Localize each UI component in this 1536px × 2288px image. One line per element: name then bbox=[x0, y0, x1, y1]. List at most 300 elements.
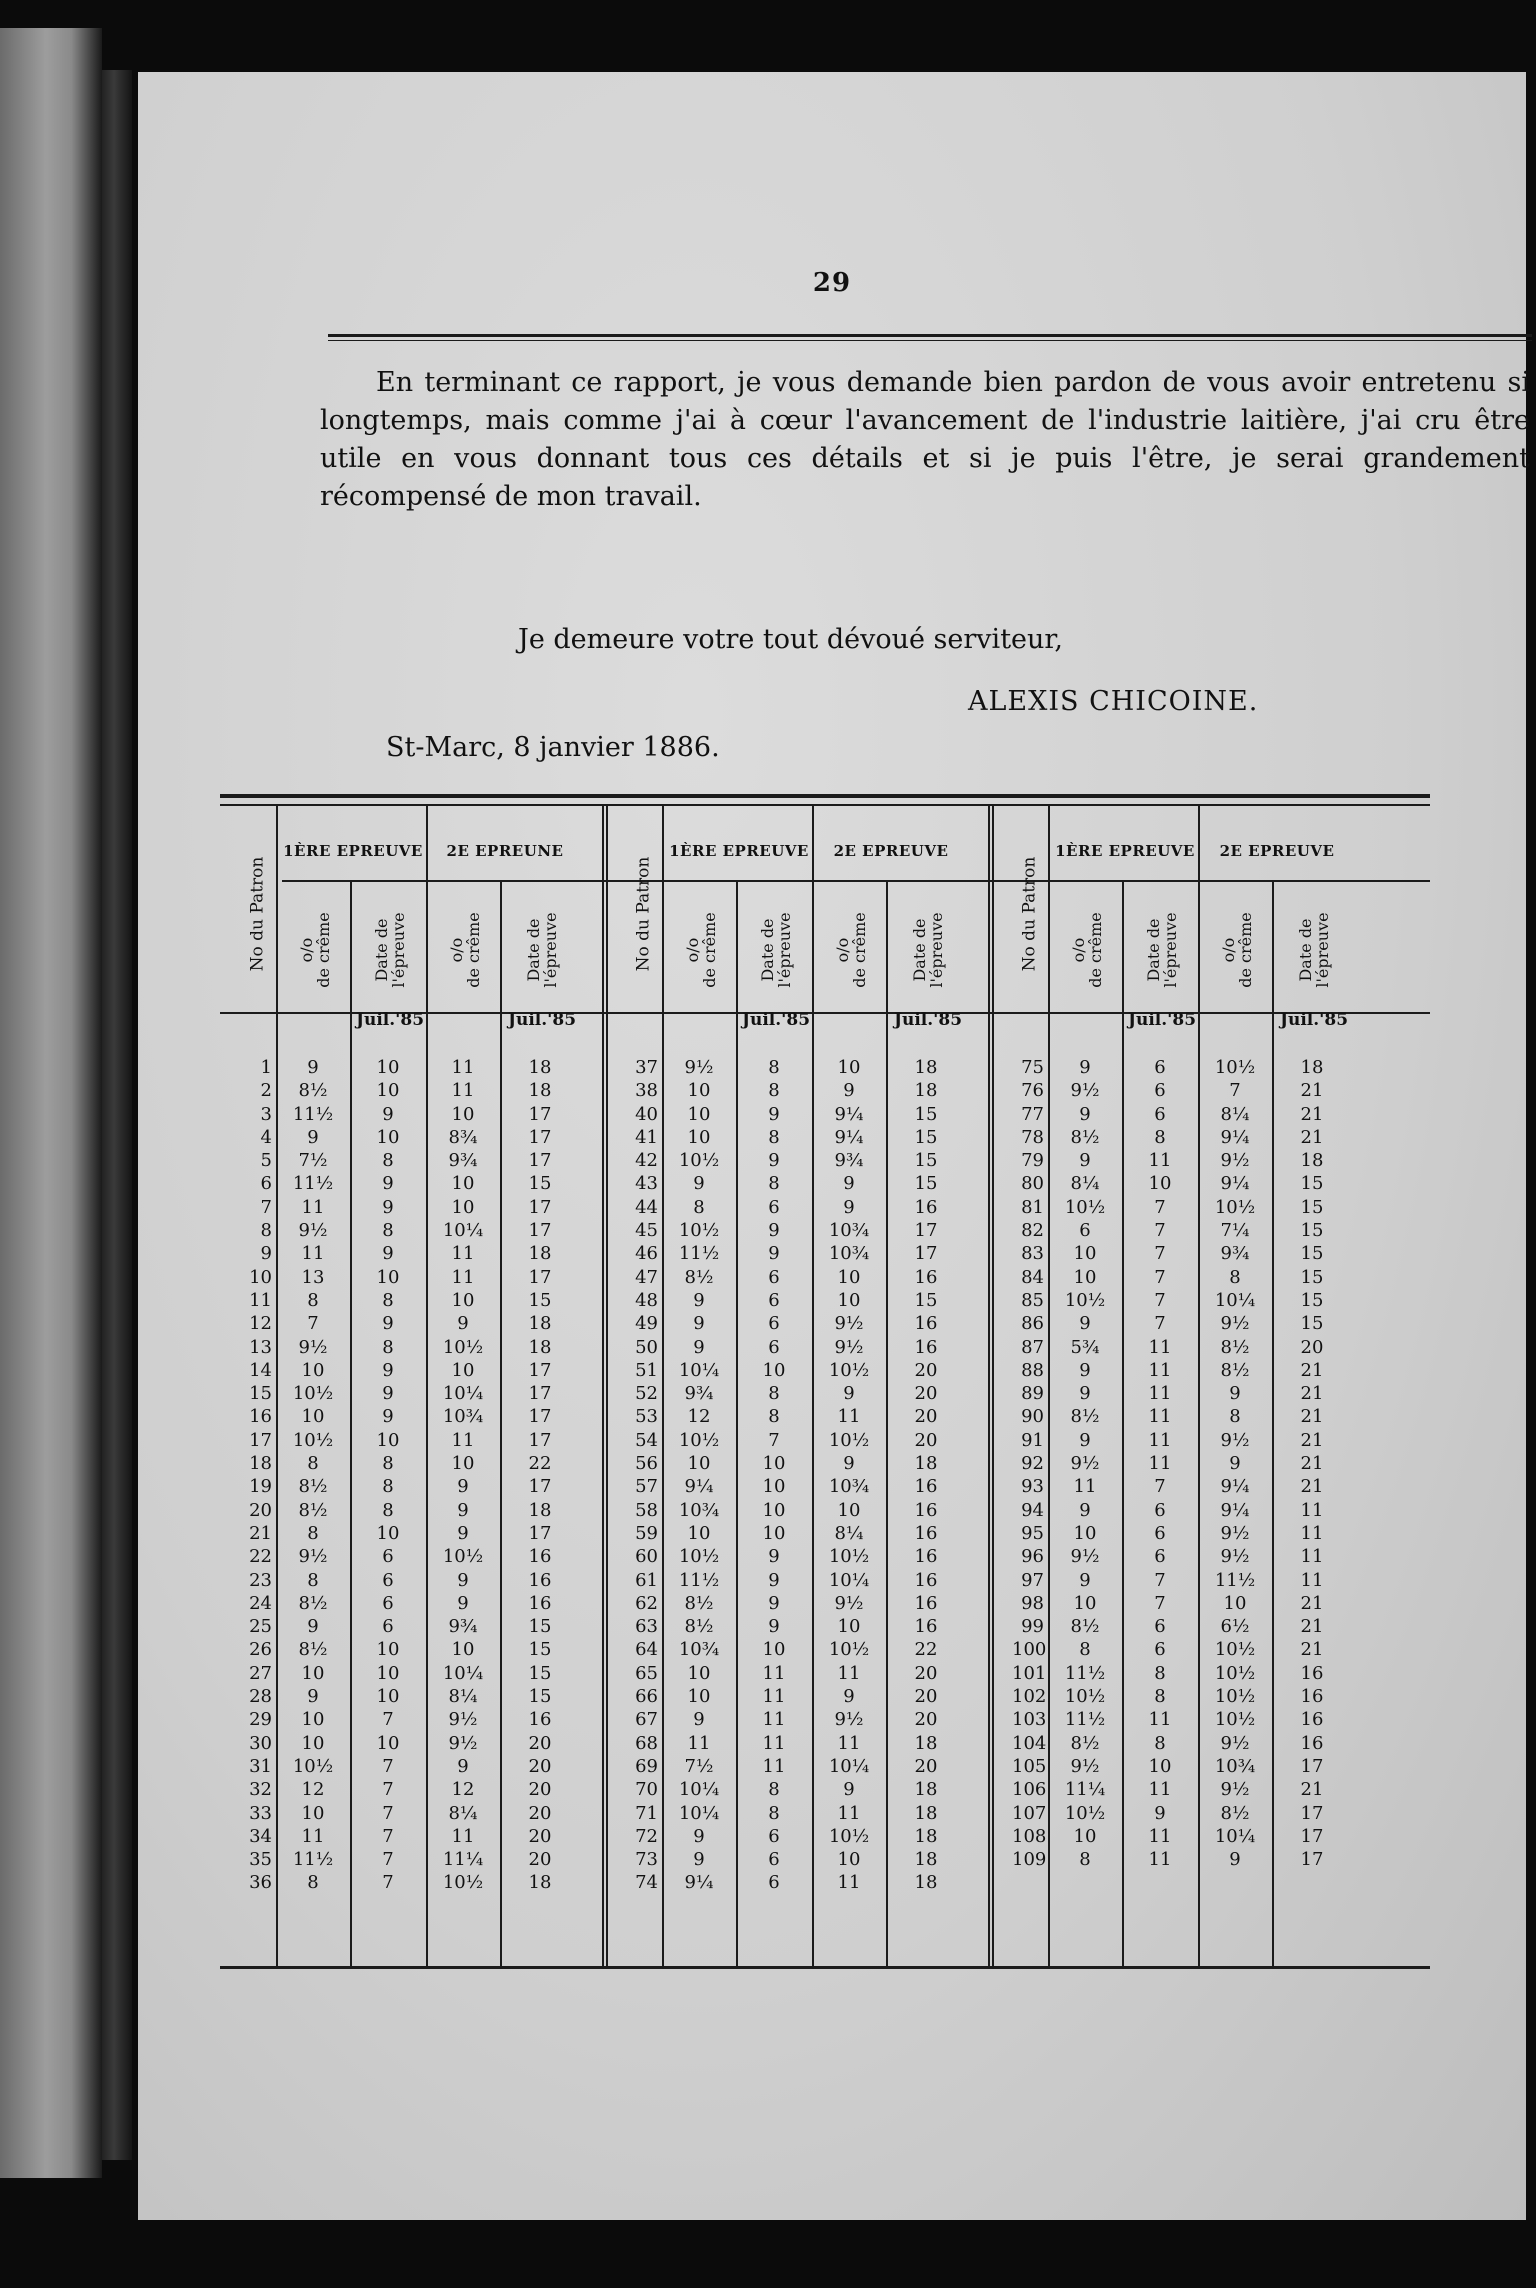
cream-percent-cell: 11 bbox=[451, 1825, 475, 1847]
cream-percent-cell: 9¾ bbox=[448, 1150, 478, 1172]
cream-percent-cell: 10½ bbox=[292, 1429, 334, 1451]
cream-percent-cell: 9½ bbox=[298, 1546, 328, 1568]
cream-percent-cell: 9¼ bbox=[1220, 1476, 1250, 1498]
cream-percent-cell: 9 bbox=[457, 1313, 469, 1335]
closing-paragraph bbox=[320, 364, 1530, 516]
test-date-cell: 17 bbox=[528, 1150, 552, 1172]
test-date-cell: 11 bbox=[1148, 1359, 1172, 1381]
data-column-patron bbox=[626, 1056, 660, 1895]
test-date-cell: 16 bbox=[914, 1313, 938, 1335]
cream-column-header: o/o de crême bbox=[1069, 912, 1105, 988]
test-date-cell: 17 bbox=[528, 1406, 552, 1428]
test-date-cell: 10 bbox=[1148, 1755, 1172, 1777]
test-date-cell: 6 bbox=[1154, 1103, 1166, 1125]
cream-percent-cell: 10½ bbox=[1214, 1057, 1256, 1078]
data-column-date2 bbox=[502, 1056, 578, 1895]
test-date-cell: 21 bbox=[1300, 1639, 1324, 1661]
cream-percent-cell: 10½ bbox=[828, 1429, 870, 1451]
patron-number: 66 bbox=[635, 1686, 658, 1708]
test-date-cell: 20 bbox=[528, 1779, 552, 1801]
test-date-cell: 11 bbox=[762, 1686, 786, 1708]
cream-percent-cell: 8 bbox=[1079, 1639, 1091, 1661]
patron-number: 107 bbox=[1012, 1802, 1047, 1824]
cream-percent-cell: 9½ bbox=[1220, 1313, 1250, 1335]
cream-percent-cell: 10 bbox=[837, 1057, 861, 1078]
test-date-cell: 6 bbox=[1154, 1057, 1166, 1078]
test-date-cell: 15 bbox=[528, 1686, 552, 1708]
cream-percent-cell: 8¼ bbox=[448, 1686, 478, 1708]
cream-percent-cell: 11 bbox=[301, 1825, 325, 1847]
first-test-header: 1ÈRE EPREUVE bbox=[283, 842, 423, 860]
patron-column-header: No du Patron bbox=[633, 856, 654, 972]
cream-percent-cell: 10¾ bbox=[1214, 1755, 1256, 1777]
month-label-second-test: Juil.'85 bbox=[893, 1010, 963, 1030]
test-date-cell: 18 bbox=[528, 1313, 552, 1335]
test-date-cell: 10 bbox=[376, 1522, 400, 1544]
patron-number: 73 bbox=[635, 1849, 658, 1871]
cream-percent-cell: 10¾ bbox=[678, 1639, 720, 1661]
patron-number: 21 bbox=[249, 1522, 272, 1544]
test-date-cell: 21 bbox=[1300, 1359, 1324, 1381]
cream-percent-cell: 9½ bbox=[298, 1336, 328, 1358]
patron-number: 101 bbox=[1012, 1662, 1047, 1684]
cream-percent-cell: 10¼ bbox=[678, 1802, 720, 1824]
cream-percent-cell: 11½ bbox=[678, 1243, 720, 1265]
patron-number: 12 bbox=[249, 1313, 272, 1335]
test-date-cell: 9 bbox=[768, 1569, 780, 1591]
patron-number: 9 bbox=[260, 1243, 272, 1265]
test-date-cell: 11 bbox=[1300, 1499, 1324, 1521]
cream-percent-cell: 10 bbox=[687, 1662, 711, 1684]
cream-percent-cell: 11 bbox=[451, 1080, 475, 1102]
test-date-cell: 8 bbox=[1154, 1126, 1166, 1148]
test-date-cell: 15 bbox=[1300, 1313, 1324, 1335]
cream-percent-cell: 10¾ bbox=[828, 1220, 870, 1242]
test-date-cell: 16 bbox=[914, 1499, 938, 1521]
test-date-cell: 16 bbox=[914, 1476, 938, 1498]
test-date-cell: 6 bbox=[768, 1872, 780, 1894]
cream-percent-cell: 8½ bbox=[684, 1592, 714, 1614]
cream-percent-cell: 9¼ bbox=[834, 1103, 864, 1125]
patron-number: 84 bbox=[1021, 1266, 1044, 1288]
test-date-cell: 21 bbox=[1300, 1103, 1324, 1125]
patron-number: 86 bbox=[1021, 1313, 1044, 1335]
test-date-cell: 8 bbox=[382, 1476, 394, 1498]
test-date-cell: 15 bbox=[914, 1103, 938, 1125]
cream-percent-cell: 11 bbox=[301, 1243, 325, 1265]
cream-percent-cell: 9 bbox=[693, 1336, 705, 1358]
cream-percent-cell: 10 bbox=[1073, 1825, 1097, 1847]
cream-percent-cell: 10 bbox=[451, 1359, 475, 1381]
cream-percent-cell: 9 bbox=[693, 1289, 705, 1311]
patron-number: 64 bbox=[635, 1639, 658, 1661]
test-date-cell: 18 bbox=[914, 1057, 938, 1078]
patron-number: 69 bbox=[635, 1755, 658, 1777]
cream-percent-cell: 9 bbox=[693, 1825, 705, 1847]
test-date-cell: 21 bbox=[1300, 1616, 1324, 1638]
cream-percent-cell: 9½ bbox=[684, 1057, 714, 1078]
test-date-cell: 15 bbox=[914, 1126, 938, 1148]
test-date-cell: 6 bbox=[768, 1266, 780, 1288]
cream-percent-cell: 10½ bbox=[1214, 1196, 1256, 1218]
document-page bbox=[138, 72, 1530, 2220]
scan-left-margin bbox=[0, 28, 102, 2178]
cream-percent-cell: 11 bbox=[837, 1872, 861, 1894]
cream-percent-cell: 9½ bbox=[1070, 1755, 1100, 1777]
patron-number: 97 bbox=[1021, 1569, 1044, 1591]
test-date-cell: 17 bbox=[1300, 1849, 1324, 1871]
cream-percent-cell: 10½ bbox=[678, 1429, 720, 1451]
test-date-cell: 10 bbox=[376, 1057, 400, 1078]
test-date-cell: 10 bbox=[376, 1732, 400, 1754]
top-rule bbox=[328, 334, 1532, 337]
test-date-cell: 20 bbox=[1300, 1336, 1324, 1358]
test-date-cell: 9 bbox=[382, 1196, 394, 1218]
cream-percent-cell: 9¼ bbox=[1220, 1126, 1250, 1148]
test-date-cell: 20 bbox=[914, 1686, 938, 1708]
cream-percent-cell: 10 bbox=[451, 1453, 475, 1475]
cream-percent-cell: 9½ bbox=[1220, 1522, 1250, 1544]
patron-number: 102 bbox=[1012, 1686, 1047, 1708]
patron-number: 91 bbox=[1021, 1429, 1044, 1451]
test-date-cell: 7 bbox=[1154, 1243, 1166, 1265]
cream-percent-cell: 10 bbox=[687, 1453, 711, 1475]
patron-number: 28 bbox=[249, 1686, 272, 1708]
cream-percent-cell: 9½ bbox=[1220, 1732, 1250, 1754]
cream-percent-cell: 9½ bbox=[1220, 1429, 1250, 1451]
test-date-cell: 17 bbox=[914, 1243, 938, 1265]
test-date-cell: 18 bbox=[914, 1080, 938, 1102]
cream-column-header: o/o de crême bbox=[297, 912, 333, 988]
cream-percent-cell: 9 bbox=[457, 1522, 469, 1544]
cream-percent-cell: 10 bbox=[451, 1196, 475, 1218]
test-date-cell: 7 bbox=[1154, 1289, 1166, 1311]
test-date-cell: 17 bbox=[528, 1126, 552, 1148]
cream-percent-cell: 9 bbox=[1079, 1383, 1091, 1405]
block-separator-2 bbox=[606, 804, 608, 1966]
test-date-cell: 10 bbox=[762, 1359, 786, 1381]
test-date-cell: 18 bbox=[914, 1732, 938, 1754]
test-date-cell: 6 bbox=[768, 1289, 780, 1311]
cream-percent-cell: 9½ bbox=[1070, 1546, 1100, 1568]
test-date-cell: 6 bbox=[382, 1592, 394, 1614]
test-date-cell: 20 bbox=[528, 1732, 552, 1754]
cream-percent-cell: 11 bbox=[451, 1266, 475, 1288]
month-label-first-test: Juil.'85 bbox=[355, 1010, 425, 1030]
test-date-cell: 6 bbox=[1154, 1616, 1166, 1638]
cream-percent-cell: 11½ bbox=[292, 1103, 334, 1125]
test-date-cell: 6 bbox=[1154, 1639, 1166, 1661]
cream-percent-cell: 9¼ bbox=[1220, 1499, 1250, 1521]
cream-percent-cell: 9¾ bbox=[448, 1616, 478, 1638]
patron-column-header: No du Patron bbox=[247, 856, 268, 972]
test-date-cell: 21 bbox=[1300, 1126, 1324, 1148]
test-date-cell: 10 bbox=[762, 1453, 786, 1475]
cream-percent-cell: 8½ bbox=[298, 1080, 328, 1102]
data-column-cream1 bbox=[278, 1056, 348, 1895]
cream-percent-cell: 10¾ bbox=[442, 1406, 484, 1428]
cream-percent-cell: 8¼ bbox=[834, 1522, 864, 1544]
page-number: 29 bbox=[812, 268, 852, 298]
patron-number: 108 bbox=[1012, 1825, 1047, 1847]
test-date-cell: 16 bbox=[914, 1592, 938, 1614]
cream-percent-cell: 8 bbox=[307, 1453, 319, 1475]
cream-percent-cell: 11½ bbox=[292, 1173, 334, 1195]
test-date-cell: 9 bbox=[768, 1592, 780, 1614]
cream-percent-cell: 11 bbox=[837, 1406, 861, 1428]
patron-number: 47 bbox=[635, 1266, 658, 1288]
test-date-cell: 11 bbox=[762, 1732, 786, 1754]
top-rule-thin bbox=[328, 340, 1532, 341]
test-date-cell: 21 bbox=[1300, 1779, 1324, 1801]
cream-percent-cell: 9 bbox=[1079, 1057, 1091, 1078]
test-date-cell: 15 bbox=[914, 1150, 938, 1172]
patron-number: 77 bbox=[1021, 1103, 1044, 1125]
patron-number: 41 bbox=[635, 1126, 658, 1148]
cream-percent-cell: 10¾ bbox=[828, 1476, 870, 1498]
block-separator bbox=[602, 804, 604, 1966]
second-test-header: 2E EPREUVE bbox=[1219, 842, 1335, 860]
cream-percent-cell: 10 bbox=[1073, 1592, 1097, 1614]
patron-number: 62 bbox=[635, 1592, 658, 1614]
test-date-cell: 16 bbox=[528, 1546, 552, 1568]
patron-number: 90 bbox=[1021, 1406, 1044, 1428]
cream-percent-cell: 10¼ bbox=[1214, 1825, 1256, 1847]
test-date-cell: 20 bbox=[914, 1755, 938, 1777]
patron-number: 33 bbox=[249, 1802, 272, 1824]
cream-percent-cell: 10½ bbox=[292, 1383, 334, 1405]
patron-number: 54 bbox=[635, 1429, 658, 1451]
cream-percent-cell: 9 bbox=[693, 1849, 705, 1871]
patron-number: 74 bbox=[635, 1872, 658, 1894]
cream-percent-cell: 8½ bbox=[1220, 1336, 1250, 1358]
test-date-cell: 15 bbox=[1300, 1173, 1324, 1195]
cream-percent-cell: 9 bbox=[693, 1173, 705, 1195]
cream-percent-cell: 9½ bbox=[834, 1592, 864, 1614]
test-date-cell: 6 bbox=[382, 1546, 394, 1568]
test-date-cell: 21 bbox=[1300, 1592, 1324, 1614]
test-date-cell: 20 bbox=[528, 1755, 552, 1777]
cream-percent-cell: 9½ bbox=[1220, 1150, 1250, 1172]
cream-percent-cell: 8 bbox=[307, 1872, 319, 1894]
test-date-cell: 15 bbox=[914, 1173, 938, 1195]
cream-percent-cell: 10½ bbox=[442, 1546, 484, 1568]
cream-percent-cell: 10¼ bbox=[1214, 1289, 1256, 1311]
test-date-cell: 21 bbox=[1300, 1406, 1324, 1428]
patron-number: 48 bbox=[635, 1289, 658, 1311]
cream-percent-cell: 10½ bbox=[678, 1150, 720, 1172]
test-date-cell: 9 bbox=[768, 1103, 780, 1125]
cream-percent-cell: 10 bbox=[837, 1289, 861, 1311]
cream-percent-cell: 7 bbox=[307, 1313, 319, 1335]
patron-number: 44 bbox=[635, 1196, 658, 1218]
data-column-date2 bbox=[1274, 1056, 1350, 1871]
test-date-cell: 17 bbox=[528, 1429, 552, 1451]
test-date-cell: 15 bbox=[1300, 1243, 1324, 1265]
patron-number: 2 bbox=[260, 1080, 272, 1102]
patron-number: 89 bbox=[1021, 1383, 1044, 1405]
cream-percent-cell: 9 bbox=[843, 1196, 855, 1218]
test-date-cell: 17 bbox=[528, 1196, 552, 1218]
cream-percent-cell: 9 bbox=[457, 1476, 469, 1498]
test-date-cell: 17 bbox=[528, 1476, 552, 1498]
test-date-cell: 7 bbox=[382, 1779, 394, 1801]
cream-percent-cell: 10½ bbox=[828, 1639, 870, 1661]
cream-percent-cell: 8 bbox=[1079, 1849, 1091, 1871]
test-date-cell: 16 bbox=[914, 1266, 938, 1288]
patron-number: 19 bbox=[249, 1476, 272, 1498]
test-date-cell: 7 bbox=[382, 1825, 394, 1847]
test-date-cell: 21 bbox=[1300, 1476, 1324, 1498]
patron-number: 26 bbox=[249, 1639, 272, 1661]
test-date-cell: 16 bbox=[528, 1569, 552, 1591]
test-date-cell: 10 bbox=[762, 1499, 786, 1521]
cream-percent-cell: 8½ bbox=[298, 1639, 328, 1661]
cream-percent-cell: 11 bbox=[451, 1057, 475, 1078]
test-date-cell: 10 bbox=[376, 1662, 400, 1684]
patron-number: 4 bbox=[260, 1126, 272, 1148]
patron-number: 56 bbox=[635, 1453, 658, 1475]
test-date-cell: 20 bbox=[914, 1709, 938, 1731]
cream-percent-cell: 8½ bbox=[298, 1592, 328, 1614]
test-date-cell: 9 bbox=[768, 1150, 780, 1172]
test-date-cell: 11 bbox=[762, 1709, 786, 1731]
test-date-cell: 9 bbox=[768, 1546, 780, 1568]
cream-percent-cell: 10½ bbox=[678, 1546, 720, 1568]
cream-percent-cell: 10 bbox=[687, 1080, 711, 1102]
patron-number: 103 bbox=[1012, 1709, 1047, 1731]
test-date-cell: 17 bbox=[528, 1266, 552, 1288]
patron-number: 88 bbox=[1021, 1359, 1044, 1381]
cream-percent-cell: 9 bbox=[1079, 1429, 1091, 1451]
patron-number: 99 bbox=[1021, 1616, 1044, 1638]
test-date-cell: 9 bbox=[382, 1406, 394, 1428]
cream-percent-cell: 10¾ bbox=[678, 1499, 720, 1521]
test-date-cell: 16 bbox=[1300, 1732, 1324, 1754]
patron-number: 96 bbox=[1021, 1546, 1044, 1568]
cream-percent-cell: 10½ bbox=[1214, 1709, 1256, 1731]
signature: ALEXIS CHICOINE. bbox=[968, 686, 1259, 717]
month-label-first-test: Juil.'85 bbox=[741, 1010, 811, 1030]
table-top-rule bbox=[220, 794, 1430, 798]
cream-percent-cell: 10½ bbox=[828, 1546, 870, 1568]
test-date-cell: 17 bbox=[528, 1220, 552, 1242]
test-date-cell: 6 bbox=[768, 1196, 780, 1218]
test-date-cell: 11 bbox=[1148, 1150, 1172, 1172]
cream-percent-cell: 9½ bbox=[1070, 1453, 1100, 1475]
cream-percent-cell: 9½ bbox=[1220, 1779, 1250, 1801]
cream-percent-cell: 9 bbox=[843, 1173, 855, 1195]
test-date-cell: 8 bbox=[768, 1057, 780, 1078]
test-date-cell: 6 bbox=[1154, 1499, 1166, 1521]
patron-number: 57 bbox=[635, 1476, 658, 1498]
test-date-cell: 22 bbox=[528, 1453, 552, 1475]
block-separator bbox=[988, 804, 990, 1966]
cream-percent-cell: 8 bbox=[307, 1522, 319, 1544]
test-date-cell: 7 bbox=[382, 1802, 394, 1824]
cream-percent-cell: 9½ bbox=[834, 1313, 864, 1335]
patron-number: 45 bbox=[635, 1220, 658, 1242]
cream-percent-cell: 9 bbox=[1079, 1103, 1091, 1125]
cream-percent-cell: 9 bbox=[1079, 1359, 1091, 1381]
test-date-cell: 11 bbox=[1300, 1522, 1324, 1544]
date-column-header: Date de l'épreuve bbox=[1296, 912, 1332, 988]
patron-number: 53 bbox=[635, 1406, 658, 1428]
cream-percent-cell: 9 bbox=[843, 1453, 855, 1475]
cream-percent-cell: 8¾ bbox=[448, 1126, 478, 1148]
test-date-cell: 20 bbox=[914, 1359, 938, 1381]
first-test-header: 1ÈRE EPREUVE bbox=[669, 842, 809, 860]
cream-percent-cell: 10½ bbox=[292, 1755, 334, 1777]
block-separator-2 bbox=[992, 804, 994, 1966]
cream-percent-cell: 13 bbox=[301, 1266, 325, 1288]
test-date-cell: 8 bbox=[768, 1080, 780, 1102]
cream-percent-cell: 9½ bbox=[298, 1220, 328, 1242]
cream-percent-cell: 5¾ bbox=[1070, 1336, 1100, 1358]
cream-percent-cell: 7 bbox=[1229, 1080, 1241, 1102]
test-date-cell: 21 bbox=[1300, 1453, 1324, 1475]
cream-percent-cell: 9 bbox=[307, 1126, 319, 1148]
test-date-cell: 18 bbox=[528, 1499, 552, 1521]
test-date-cell: 18 bbox=[1300, 1150, 1324, 1172]
test-date-cell: 20 bbox=[528, 1849, 552, 1871]
patron-number: 20 bbox=[249, 1499, 272, 1521]
test-date-cell: 17 bbox=[1300, 1825, 1324, 1847]
patron-number: 76 bbox=[1021, 1080, 1044, 1102]
date-column-header: Date de l'épreuve bbox=[1144, 912, 1180, 988]
cream-percent-cell: 9 bbox=[307, 1686, 319, 1708]
test-date-cell: 16 bbox=[1300, 1662, 1324, 1684]
patron-number: 65 bbox=[635, 1662, 658, 1684]
cream-percent-cell: 9 bbox=[457, 1592, 469, 1614]
cream-percent-cell: 8¼ bbox=[1220, 1103, 1250, 1125]
table-bottom-rule bbox=[220, 1966, 1430, 1969]
month-label-first-test: Juil.'85 bbox=[1127, 1010, 1197, 1030]
cream-percent-cell: 10½ bbox=[442, 1872, 484, 1894]
cream-percent-cell: 7½ bbox=[684, 1755, 714, 1777]
patron-number: 10 bbox=[249, 1266, 272, 1288]
cream-column-header: o/o de crême bbox=[1219, 912, 1255, 988]
patron-number: 43 bbox=[635, 1173, 658, 1195]
patron-number: 58 bbox=[635, 1499, 658, 1521]
cream-percent-cell: 10¼ bbox=[442, 1662, 484, 1684]
test-date-cell: 8 bbox=[768, 1779, 780, 1801]
cream-percent-cell: 11¼ bbox=[1064, 1779, 1106, 1801]
test-date-cell: 8 bbox=[1154, 1662, 1166, 1684]
cream-percent-cell: 9 bbox=[843, 1686, 855, 1708]
test-date-cell: 11 bbox=[762, 1755, 786, 1777]
cream-percent-cell: 10 bbox=[1073, 1243, 1097, 1265]
test-date-cell: 11 bbox=[1300, 1546, 1324, 1568]
patron-number: 14 bbox=[249, 1359, 272, 1381]
test-date-cell: 16 bbox=[1300, 1686, 1324, 1708]
cream-percent-cell: 11½ bbox=[1214, 1569, 1256, 1591]
date-column-header: Date de l'épreuve bbox=[524, 912, 560, 988]
cream-percent-cell: 10 bbox=[837, 1266, 861, 1288]
test-date-cell: 7 bbox=[382, 1709, 394, 1731]
cream-percent-cell: 8 bbox=[1229, 1266, 1241, 1288]
patron-number: 15 bbox=[249, 1383, 272, 1405]
cream-percent-cell: 10 bbox=[837, 1499, 861, 1521]
cream-percent-cell: 11½ bbox=[1064, 1662, 1106, 1684]
data-column-cream1 bbox=[664, 1056, 734, 1895]
patron-number: 105 bbox=[1012, 1755, 1047, 1777]
date-column-header: Date de l'épreuve bbox=[758, 912, 794, 988]
cream-percent-cell: 10½ bbox=[828, 1359, 870, 1381]
test-date-cell: 9 bbox=[382, 1313, 394, 1335]
patron-number: 95 bbox=[1021, 1522, 1044, 1544]
patron-number: 32 bbox=[249, 1779, 272, 1801]
